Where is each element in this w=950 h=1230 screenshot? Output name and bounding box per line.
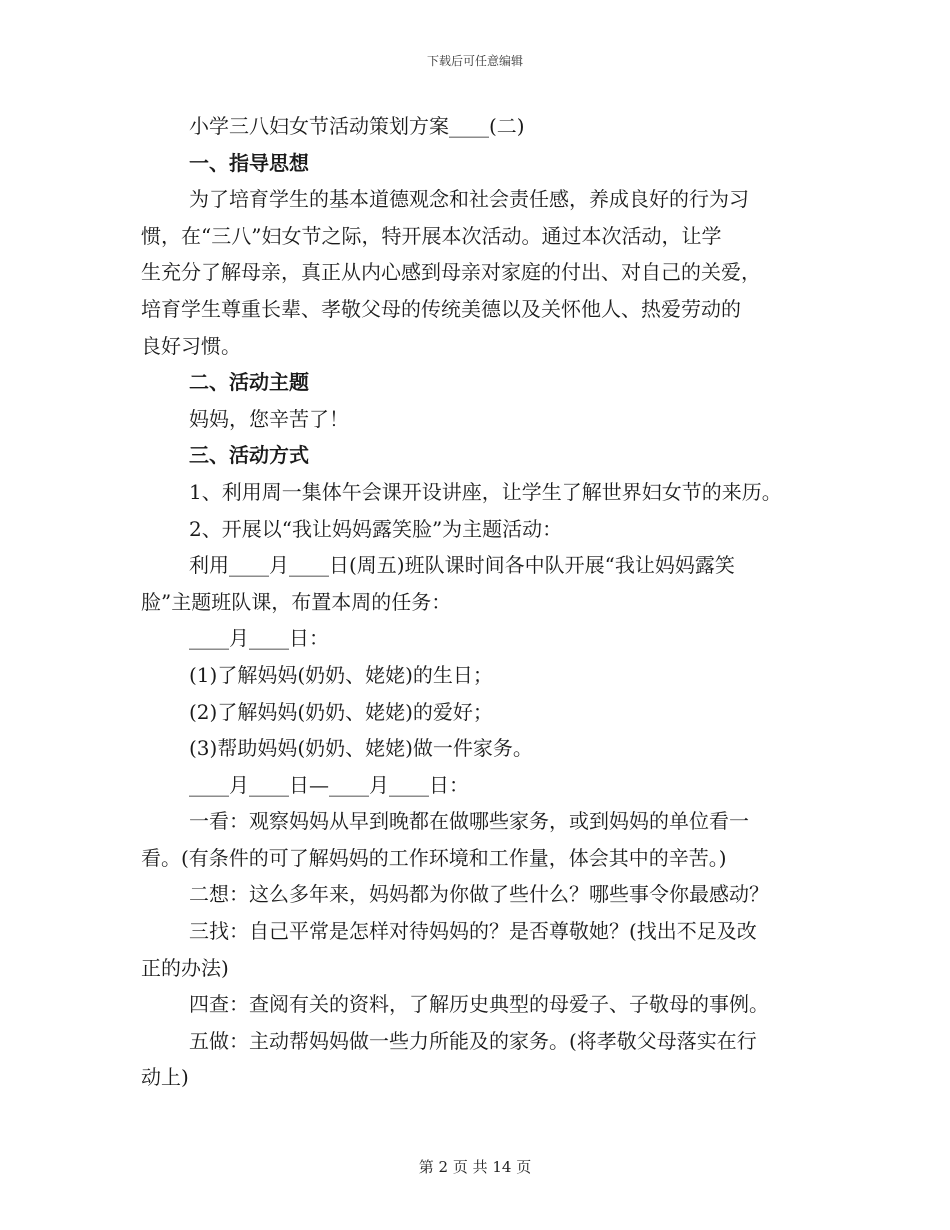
text-line: ____月____日： — [189, 626, 329, 651]
text-line: 正的办法) — [141, 955, 229, 980]
text-line: (1)了解妈妈(奶奶、姥姥)的生日； — [189, 662, 493, 687]
text-line: 生充分了解母亲，真正从内心感到母亲对家庭的付出、对自己的关爱， — [141, 260, 761, 285]
text-line: 为了培育学生的基本道德观念和社会责任感，养成良好的行为习 — [189, 187, 749, 212]
text-line: 动上) — [141, 1065, 189, 1090]
text-line: ____月____日—____月____日： — [189, 772, 469, 797]
text-line: 1、利用周一集体午会课开设讲座，让学生了解世界妇女节的来历。 — [189, 479, 782, 504]
text-line: 惯，在“三八”妇女节之际，特开展本次活动。通过本次活动，让学 — [141, 223, 722, 248]
text-line: 良好习惯。 — [141, 333, 241, 358]
document-title: 小学三八妇女节活动策划方案____(二) — [189, 114, 525, 138]
text-line: 一看：观察妈妈从早到晚都在做哪些家务，或到妈妈的单位看一 — [189, 809, 749, 834]
text-line: 利用____月____日(周五)班队课时间各中队开展“我让妈妈露笑 — [189, 553, 735, 578]
paragraph-lines — [141, 145, 821, 1096]
text-line: 培育学生尊重长辈、孝敬父母的传统美德以及关怀他人、热爱劳动的 — [141, 296, 741, 321]
page-header: 下载后可任意编辑 — [426, 54, 523, 68]
text-line: 妈妈，您辛苦了！ — [189, 406, 349, 431]
text-line: 三找：自己平常是怎样对待妈妈的？是否尊敬她？(找出不足及改 — [189, 919, 757, 944]
section-heading: 二、活动主题 — [189, 370, 309, 395]
text-line: 二想：这么多年来，妈妈都为你做了些什么？哪些事令你最感动？ — [189, 882, 769, 907]
text-line: 脸”主题班队课，布置本周的任务： — [141, 589, 452, 614]
text-line: 2、开展以“我让妈妈露笑脸”为主题活动： — [189, 516, 563, 541]
text-line: 五做：主动帮妈妈做一些力所能及的家务。(将孝敬父母落实在行 — [189, 1028, 757, 1053]
section-heading: 三、活动方式 — [189, 443, 309, 468]
document-body — [141, 108, 821, 1096]
section-heading: 一、指导思想 — [189, 150, 309, 175]
text-line: 看。(有条件的可了解妈妈的工作环境和工作量，体会其中的辛苦。) — [141, 845, 727, 870]
text-line: 四查：查阅有关的资料，了解历史典型的母爱子、子敬母的事例。 — [189, 992, 769, 1017]
text-line: (2)了解妈妈(奶奶、姥姥)的爱好； — [189, 699, 493, 724]
page-footer: 第 2 页 共 14 页 — [418, 1158, 532, 1176]
text-line: (3)帮助妈妈(奶奶、姥姥)做一件家务。 — [189, 736, 533, 761]
